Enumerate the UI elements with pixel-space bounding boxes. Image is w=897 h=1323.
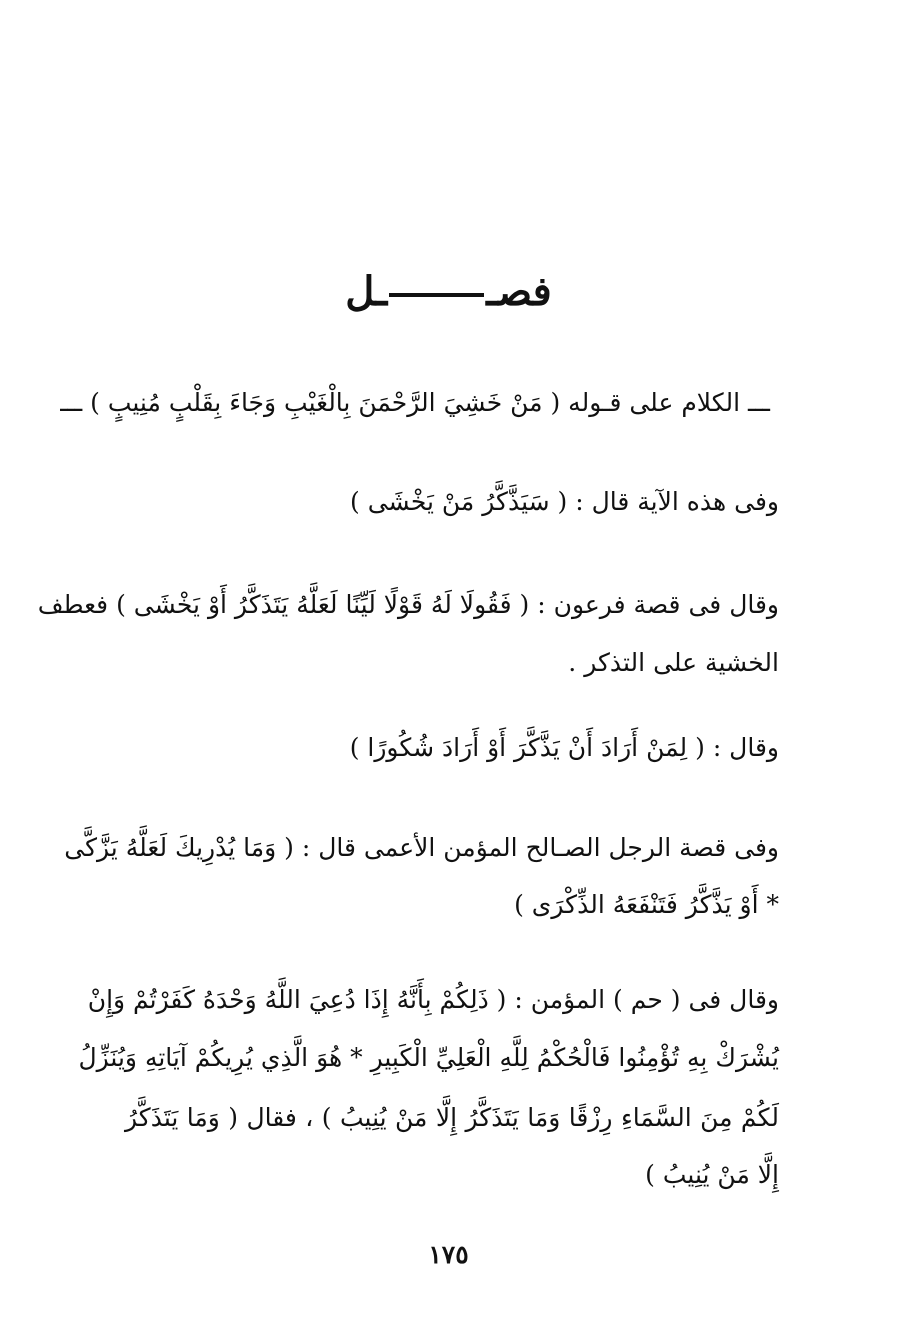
page-number: ١٧٥ — [428, 1240, 469, 1269]
title-kashida-bar — [389, 293, 484, 297]
paragraph-4-line-2: * أَوْ يَذَّكَّرُ فَتَنْفَعَهُ الذِّكْرَى ) — [514, 890, 779, 919]
section-title-end: ـل — [345, 268, 388, 315]
section-subheading: ـــ الكلام على قـوله ( مَنْ خَشِيَ الرَّحْمَنَ بِالْغَيْبِ وَجَاءَ بِقَلْبٍ مُنِيبٍ ) ـــ — [60, 388, 770, 417]
paragraph-5-line-4: إِلَّا مَنْ يُنِيبُ ) — [645, 1160, 779, 1189]
paragraph-1-line-1: وفى هذه الآية قال : ( سَيَذَّكَّرُ مَنْ يَخْشَى ) — [350, 487, 779, 516]
paragraph-5-line-1: وقال فى ( حم ) المؤمن : ( ذَلِكُمْ بِأَنَّهُ إِذَا دُعِيَ اللَّهُ وَحْدَهُ كَفَرْتُمْ وَإِنْ — [87, 985, 779, 1014]
paragraph-3-line-1: وقال : ( لِمَنْ أَرَادَ أَنْ يَذَّكَّرَ أَوْ أَرَادَ شُكُورًا ) — [349, 733, 779, 762]
paragraph-4-line-1: وفى قصة الرجل الصـالح المؤمن الأعمى قال : ( وَمَا يُدْرِيكَ لَعَلَّهُ يَزَّكَّى — [64, 833, 779, 862]
section-title-start: فصـ — [486, 268, 552, 315]
paragraph-5-line-2: يُشْرَكْ بِهِ تُؤْمِنُوا فَالْحُكْمُ لِلَّهِ الْعَلِيِّ الْكَبِيرِ * هُوَ الَّذِي يُرِيكُمْ آيَاتِهِ وَيُنَزِّلُ — [78, 1043, 779, 1072]
paragraph-5-line-3: لَكُمْ مِنَ السَّمَاءِ رِزْقًا وَمَا يَتَذَكَّرُ إِلَّا مَنْ يُنِيبُ ) ، فقال ( وَمَا يَتَذَكَّرُ — [125, 1103, 779, 1132]
paragraph-2-line-2: الخشية على التذكر . — [568, 648, 779, 677]
paragraph-2-line-1: وقال فى قصة فرعون : ( فَقُولَا لَهُ قَوْلًا لَيِّنًا لَعَلَّهُ يَتَذَكَّرُ أَوْ يَخْشَى ) فعطف — [37, 590, 779, 619]
section-title — [0, 268, 897, 315]
